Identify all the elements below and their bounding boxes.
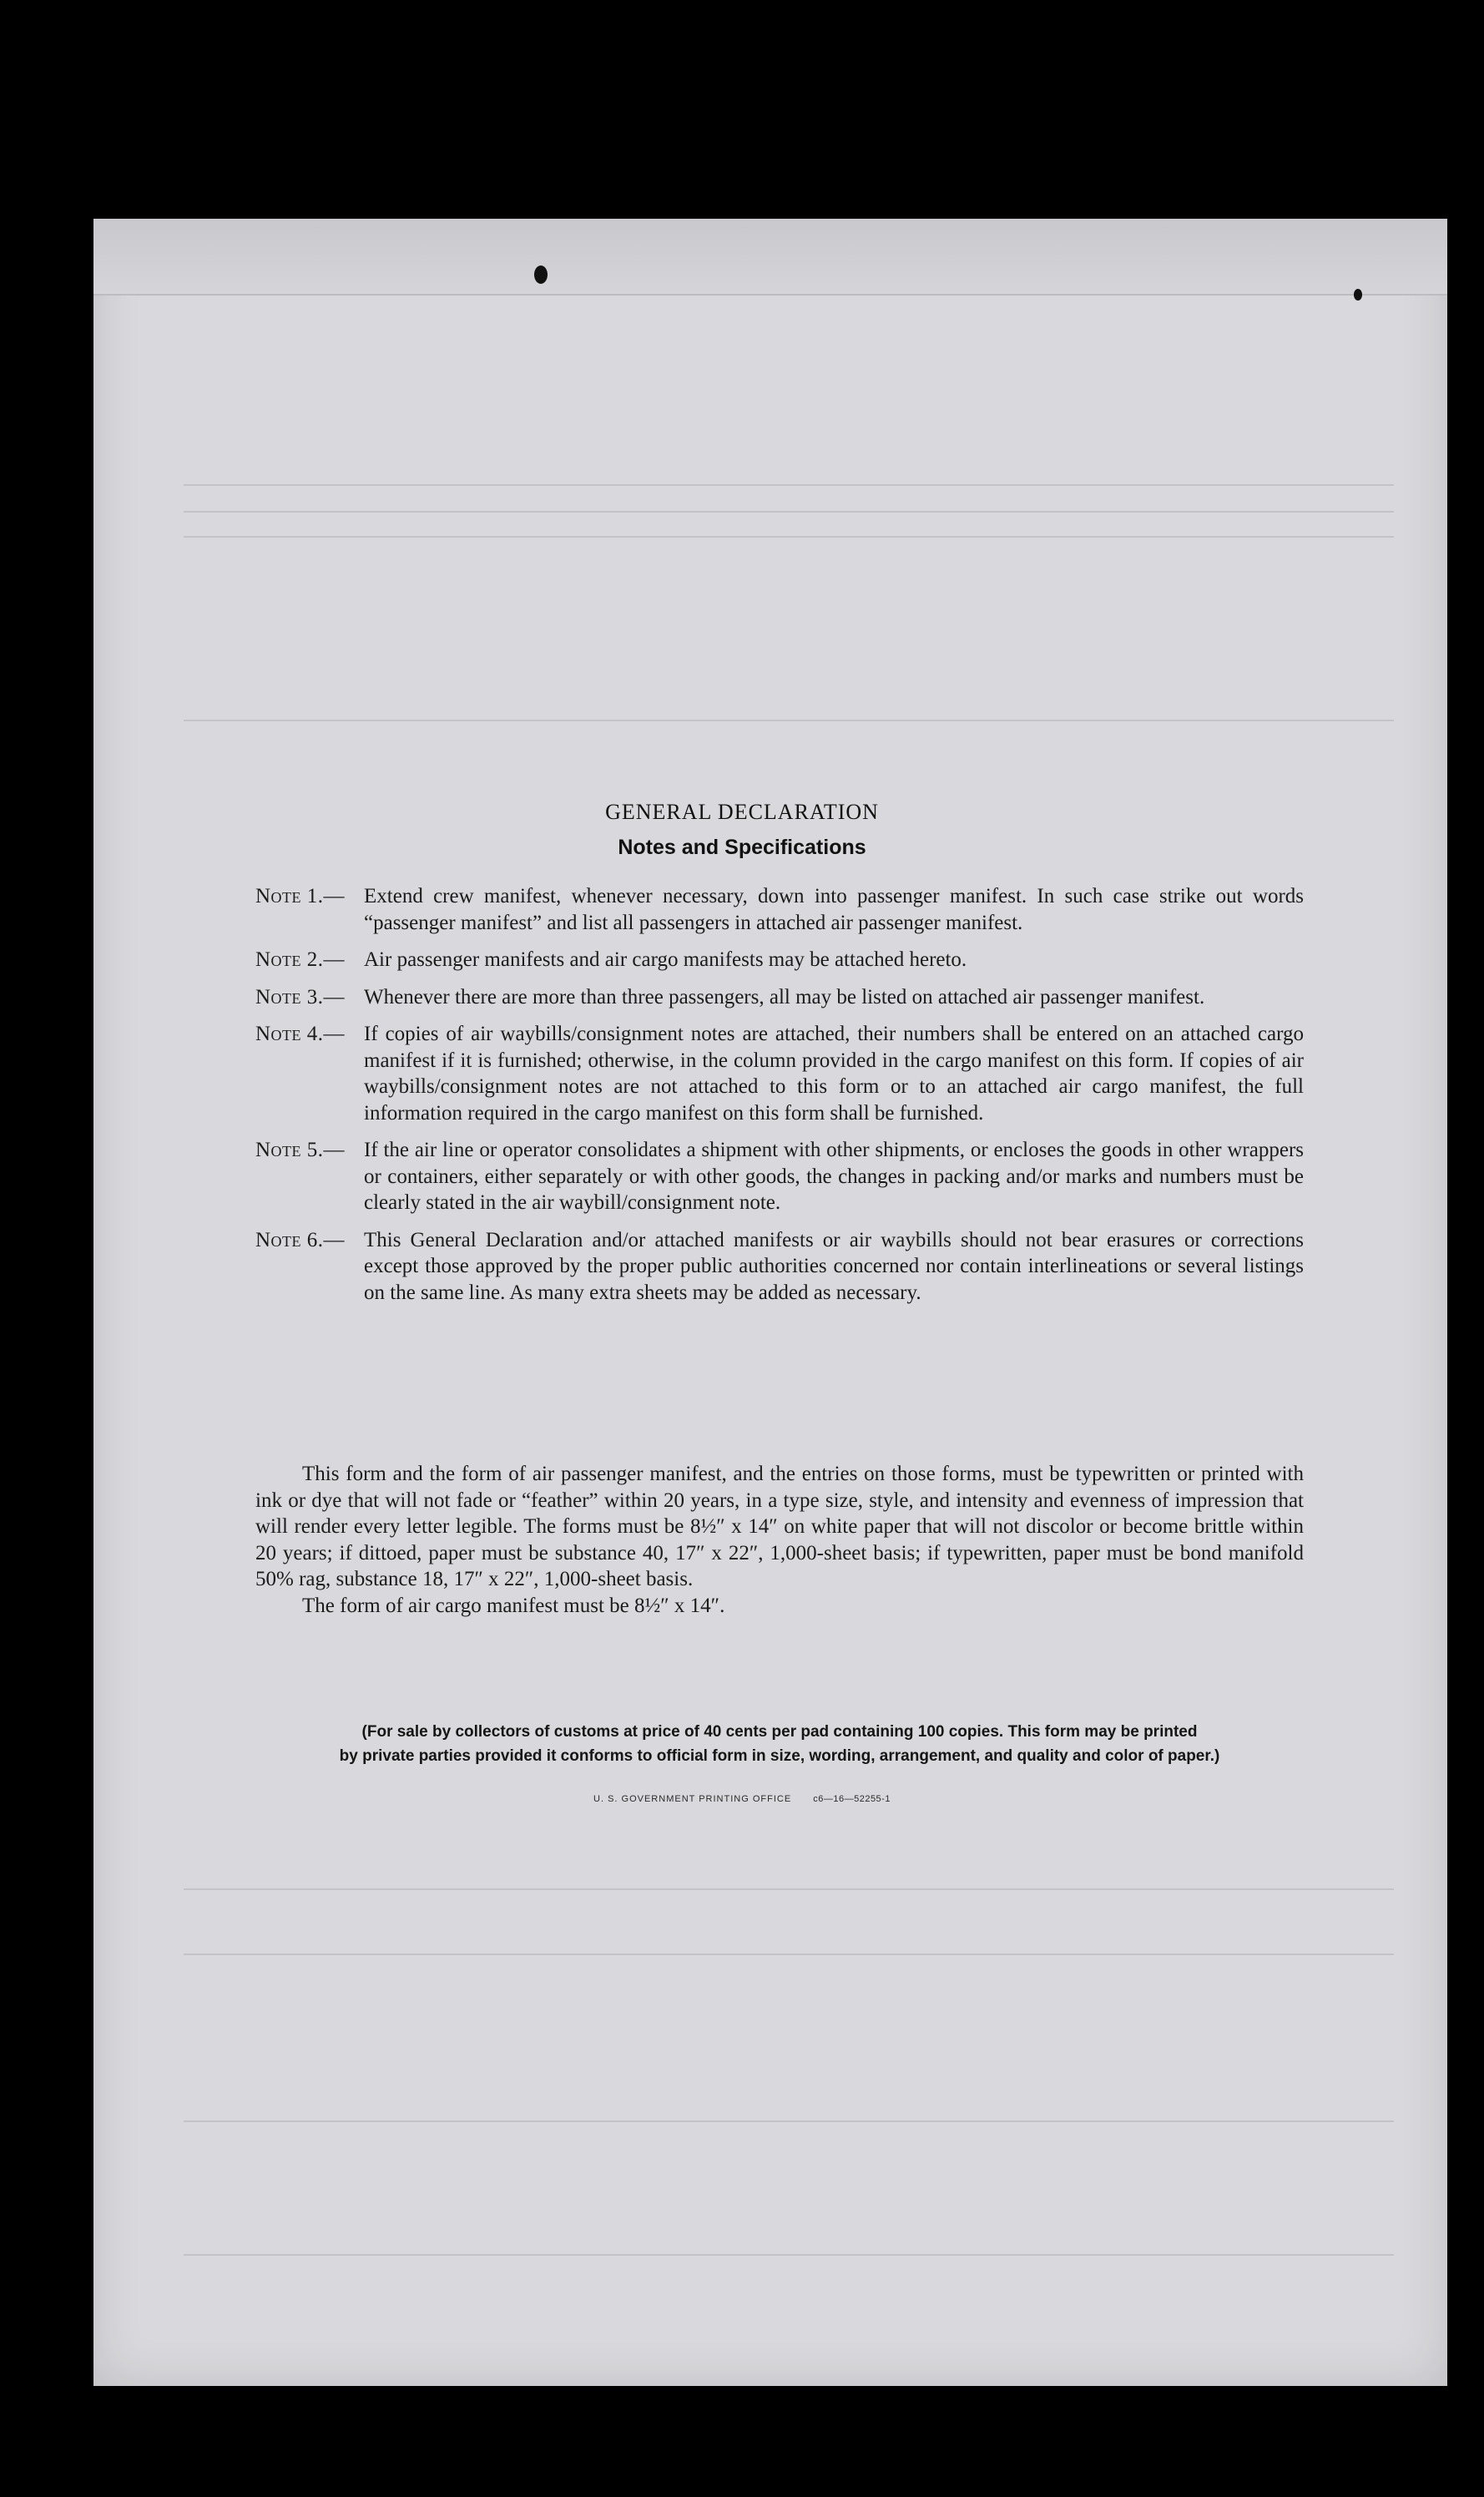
note-1 xyxy=(255,883,1304,936)
sale-note xyxy=(255,1720,1304,1768)
note-label: Note 6.— xyxy=(255,1228,346,1251)
note-4 xyxy=(255,1021,1304,1126)
note-text: Air passenger manifests and air cargo manifests may be attached hereto. xyxy=(364,948,967,971)
document-title: GENERAL DECLARATION xyxy=(605,800,879,824)
form-requirements xyxy=(255,1461,1304,1619)
note-text: If the air line or operator consolidates a shipment with other shipments, or encloses the goods in other wrappers or containers, either separately or with other goods, the changes in packing and/or marks and numbers must be clearly stated in the air waybill/consignment note. xyxy=(364,1139,1304,1214)
note-label: Note 3.— xyxy=(255,985,346,1008)
sale-note-line: (For sale by collectors of customs at price of 40 cents per pad containing 100 copies. This form may be printed xyxy=(361,1723,1198,1741)
note-label: Note 4.— xyxy=(255,1023,346,1045)
note-2 xyxy=(255,947,1304,973)
note-label: Note 1.— xyxy=(255,885,346,907)
note-6 xyxy=(255,1227,1304,1307)
punch-hole xyxy=(534,265,548,284)
note-3 xyxy=(255,984,1304,1011)
document-subtitle: Notes and Specifications xyxy=(618,836,866,859)
note-text: Extend crew manifest, whenever necessary, down into passenger manifest. In such case strike out words “passenger manifest” and list all passengers in attached air passenger manifest. xyxy=(364,885,1304,934)
printer-name: U. S. GOVERNMENT PRINTING OFFICE xyxy=(593,1794,792,1804)
printer-code: c6—16—52255-1 xyxy=(813,1794,891,1804)
cargo-manifest-size: The form of air cargo manifest must be 8½″ x 14″. xyxy=(302,1594,725,1617)
note-text: This General Declaration and/or attached manifests or air waybills should not bear erasures or corrections except those approved by the proper public authorities concerned nor contain interlineations or several listings on the same line. As many extra sheets may be added as necessary. xyxy=(364,1228,1304,1304)
folded-top-edge xyxy=(93,219,1447,296)
note-label: Note 5.— xyxy=(255,1139,346,1161)
notes-list xyxy=(255,883,1304,1317)
note-text: Whenever there are more than three passengers, all may be listed on attached air passenger manifest. xyxy=(364,985,1205,1008)
sale-note-line: by private parties provided it conforms to official form in size, wording, arrangement, and quality and color of paper.) xyxy=(339,1747,1220,1765)
note-label: Note 2.— xyxy=(255,948,346,971)
form-requirements-text: This form and the form of air passenger manifest, and the entries on those forms, must be typewritten or printed with ink or dye that will not fade or “feather” within 20 years, in a type size, style, and intensity and evenness of impression that will render every letter legible. The forms must be 8½″ x 14″ on white paper that will not discolor or become brittle within 20 years; if dittoed, paper must be substance 40, 17″ x 22″, 1,000-sheet basis; if typewritten, paper must be bond manifold 50% rag, substance 18, 17″ x 22″, 1,000-sheet basis. xyxy=(255,1463,1304,1590)
note-5 xyxy=(255,1137,1304,1216)
punch-hole xyxy=(1354,289,1362,301)
printer-imprint xyxy=(0,1794,1484,1804)
note-text: If copies of air waybills/consignment notes are attached, their numbers shall be entered on an attached cargo manifest if it is furnished; otherwise, in the column provided in the cargo manifest on this form. If copies of air waybills/consignment notes are not attached to this form or to an attached air cargo manifest, the full information required in the cargo manifest on this form shall be furnished. xyxy=(364,1023,1304,1125)
